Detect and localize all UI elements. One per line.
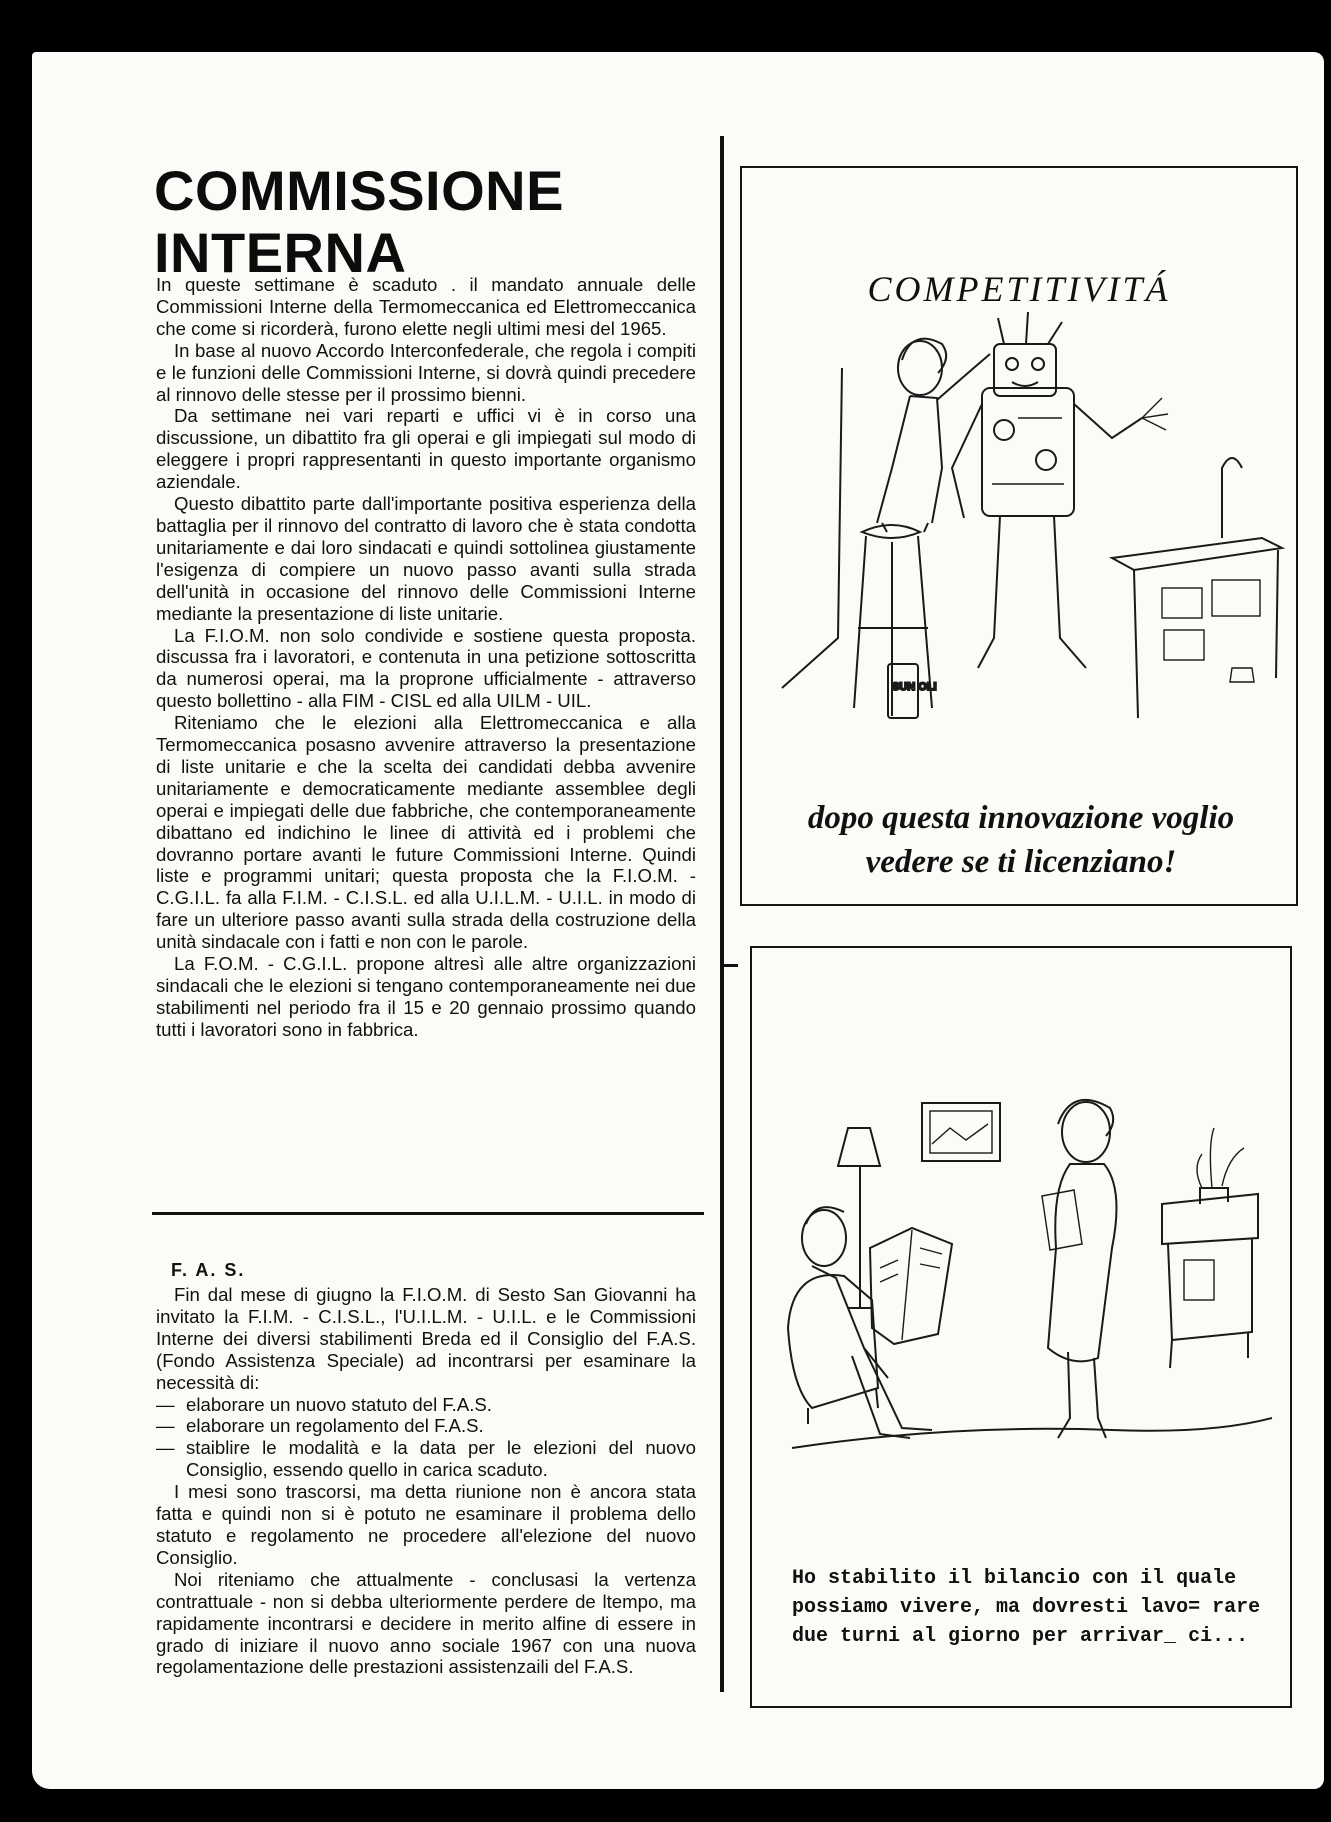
column-divider-tick xyxy=(720,964,738,967)
section-divider xyxy=(152,1212,704,1215)
article-paragraph: Questo dibattito parte dall'importante positiva esperienza della battaglia per il rinnovo del contratto di lavoro che è stata condotta unitariamente e dai loro sindacati e quindi sottolinea giustamente l'esigenza di compiere un nuovo passo avanti sulla strada dell'unità in occasione del rinnovo delle Commissioni Interne mediante la presentazione di liste unitarie. xyxy=(156,493,696,624)
article-paragraph: Fin dal mese di giugno la F.I.O.M. di Sesto San Giovanni ha invitato la F.I.M. - C.I.S.L., l'U.I.L.M. - U.I.L. e le Commissioni Interne dei diversi stabilimenti Breda ed il Consiglio del F.A.S. (Fondo Assistenza Speciale) ad incontrarsi per esaminare la necessità di: xyxy=(156,1284,696,1393)
commissione-title xyxy=(154,160,564,284)
article-paragraph: Riteniamo che le elezioni alla Elettromeccanica e alla Termomeccanica posasno avvenire attraverso la presentazione di liste unitarie e che la scelta dei candidati debba avvenire unitariamente e democraticamente mediante assemblee degli operai e impiegati delle due fabbriche, che contemporaneamente dibattano ed indichino le linee di attività ed i problemi che dovranno portare avanti le future Commissioni Interne. Quindi liste e programmi unitari; questa proposta che la F.I.O.M. - C.G.I.L. fa alla F.I.M. - C.I.S.L. ed alla U.I.L.M. - U.I.L. in modo di fare un ulteriore passo avanti sulla strada della costruzione della unità sindacale con i fatti e non con le parole. xyxy=(156,712,696,953)
cartoon-title: COMPETITIVITÁ xyxy=(867,269,1171,309)
couple-illustration xyxy=(752,948,1290,1548)
fas-list xyxy=(156,1394,696,1482)
article-paragraph: La F.O.M. - C.G.I.L. propone altresì alle altre organizzazioni sindacali che le elezioni si tengano contemporaneamente nei due stabilimenti nel periodo fra il 15 e 20 gennaio prossimo quando tutti i lavoratori sono in fabbrica. xyxy=(156,953,696,1040)
title-line-1: COMMISSIONE xyxy=(154,159,564,222)
fas-heading: F. A. S. xyxy=(171,1260,246,1280)
robot-illustration xyxy=(742,168,1296,788)
article-paragraph: Da settimane nei vari reparti e uffici vi è in corso una discussione, un dibattito fra gli operai e gli impiegati sul modo di eleggere i propri rappresentanti in questo importante organismo aziendale. xyxy=(156,405,696,493)
fas-article xyxy=(156,1284,696,1678)
article-paragraph: La F.I.O.M. non solo condivide e sostiene questa proposta. discussa fra i lavoratori, e contenuta in una petizione sottoscritta da numerosi operai, ma la proprone ufficialmente - attraverso questo bollettino - alla FIM - CISL ed alla UILM - UIL. xyxy=(156,624,696,712)
column-divider xyxy=(720,136,724,1692)
oil-can-label: SUN OLI xyxy=(892,681,937,693)
cartoon-caption: dopo questa innovazione voglio vedere se ti licenziano! xyxy=(807,800,1235,880)
list-item: — staiblire le modalità e la data per le elezioni del nuovo Consiglio, essendo quello in carica scaduto. xyxy=(156,1437,696,1481)
article-paragraph: Noi riteniamo che attualmente - conclusasi la vertenza contrattuale - non si debba ulteriormente perdere de ltempo, ma rapidamente incontrarsi e decidere in merito alfine di essere in grado di iniziare il nuovo anno sociale 1967 con una nuova regolamentazione delle prestazioni assistenzaili del F.A.S. xyxy=(156,1568,696,1678)
article-paragraph: I mesi sono trascorsi, ma detta riunione non è ancora stata fatta e quindi non si è potuto ne esaminare il problema dello statuto e regolamento ne procedere all'elezione del nuovo Consiglio. xyxy=(156,1481,696,1568)
article-paragraph: In queste settimane è scaduto . il mandato annuale delle Commissioni Interne della Termomeccanica ed Elettromeccanica che come si ricorderà, furono elette negli ultimi mesi del 1965. xyxy=(156,274,696,339)
commissione-article xyxy=(156,274,696,1041)
article-paragraph: In base al nuovo Accordo Interconfederale, che regola i compiti e le funzioni delle Commissioni Interne, si dovrà quindi precedere al rinnovo delle stesse per il prossimo bienni. xyxy=(156,339,696,405)
cartoon-bilancio xyxy=(750,946,1292,1708)
list-item: — elaborare un regolamento del F.A.S. xyxy=(156,1415,696,1437)
cartoon-competitivita xyxy=(740,166,1298,906)
title-line-2: INTERNA xyxy=(154,221,407,284)
list-item: — elaborare un nuovo statuto del F.A.S. xyxy=(156,1394,696,1416)
cartoon-caption: Ho stabilito il bilancio con il quale possiamo vivere, ma dovresti lavo= rare due turni al giorno per arrivar_ ci... xyxy=(792,1567,1261,1648)
